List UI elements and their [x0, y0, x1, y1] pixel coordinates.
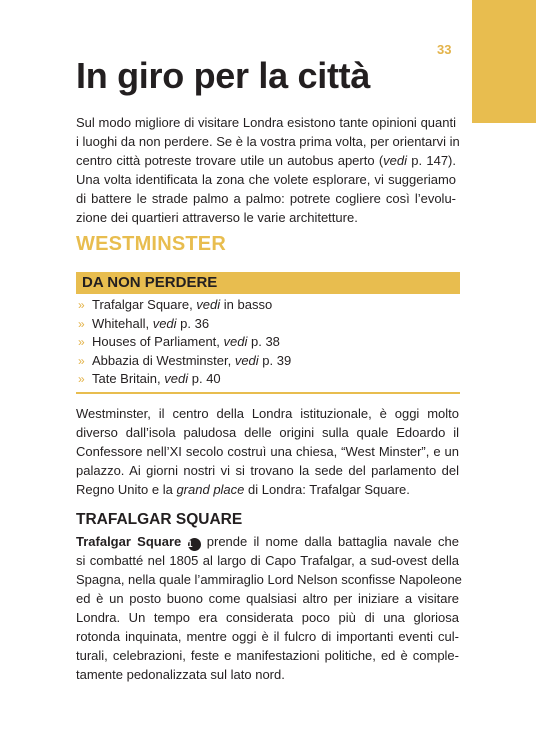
bullet-icon: » — [78, 316, 85, 331]
list-item: » Tate Britain, vedi p. 40 — [76, 370, 291, 389]
page-title: In giro per la città — [76, 55, 371, 96]
must-see-heading-bar — [76, 272, 460, 294]
body-line: Trafalgar Square 1 prende il nome dalla battaglia navale che — [76, 534, 459, 549]
body-line: Spagna, nella quale l’ammiraglio Lord Nelson sconfisse Napoleone — [76, 572, 462, 587]
body-line: tamente pedonalizzata sul lato nord. — [76, 667, 285, 682]
intro-line: Sul modo migliore di visitare Londra esistono tante opinioni quanti — [76, 115, 456, 130]
body-line: Regno Unito e la grand place di Londra: Trafalgar Square. — [76, 482, 410, 497]
intro-paragraph — [76, 113, 460, 227]
list-item: » Abbazia di Westminster, vedi p. 39 — [76, 352, 291, 371]
bullet-icon: » — [78, 353, 85, 368]
body-line: rotonda inquinata, mentre oggi è il fulcro di importanti eventi cul- — [76, 629, 459, 644]
trafalgar-paragraph — [76, 532, 462, 684]
bullet-icon: » — [78, 298, 85, 312]
body-line: ed è un posto buono come qualsiasi altro per iniziare a visitare — [76, 591, 459, 606]
body-line: palazzo. Ai giorni nostri vi si trovano la sede del parlamento del — [76, 463, 459, 478]
body-line: turali, celebrazioni, feste e manifestazioni politiche, ed è comple- — [76, 648, 459, 663]
westminster-paragraph — [76, 404, 459, 499]
chapter-tab-marker — [472, 0, 536, 123]
must-see-list — [76, 296, 291, 389]
list-item: » Trafalgar Square, vedi in basso — [76, 296, 291, 315]
list-item: » Houses of Parliament, vedi p. 38 — [76, 333, 291, 352]
body-line: Londra. Un tempo era considerata poco più di una gloriosa — [76, 610, 459, 625]
body-line: diverso dall’isola paludosa delle origini sulla quale Edoardo il — [76, 425, 459, 440]
divider — [76, 392, 460, 394]
intro-line: Una volta identificata la zona che volete esplorare, vi suggeriamo — [76, 172, 456, 187]
map-marker-icon: 1 — [188, 538, 201, 551]
intro-line: di battere le strade palmo a palmo: potrete cogliere così l’evolu- — [76, 191, 456, 206]
page-number: 33 — [437, 42, 452, 57]
intro-line: centro città potreste trovare utile un autobus aperto (vedi p. 147). — [76, 153, 457, 168]
intro-line: zione dei quartieri attraverso le varie architetture. — [76, 210, 358, 225]
body-line: Westminster, il centro della Londra istituzionale, è oggi molto — [76, 406, 459, 421]
must-see-heading: DA NON PERDERE — [82, 274, 218, 291]
bullet-icon: » — [78, 372, 85, 386]
list-item: » Whitehall, vedi p. 36 — [76, 315, 291, 334]
section-heading: TRAFALGAR SQUARE — [76, 511, 243, 528]
place-name: Trafalgar Square — [76, 534, 182, 549]
intro-line: i luoghi da non perdere. Se è la vostra prima volta, per orientarvi in — [76, 134, 460, 149]
area-heading: WESTMINSTER — [76, 233, 226, 255]
body-line: si combatté nel 1805 al largo di Capo Trafalgar, a sud-ovest della — [76, 553, 459, 568]
body-line: Confessore nell’XI secolo costruì una chiesa, “West Minster”, e un — [76, 444, 459, 459]
bullet-icon: » — [78, 335, 85, 349]
